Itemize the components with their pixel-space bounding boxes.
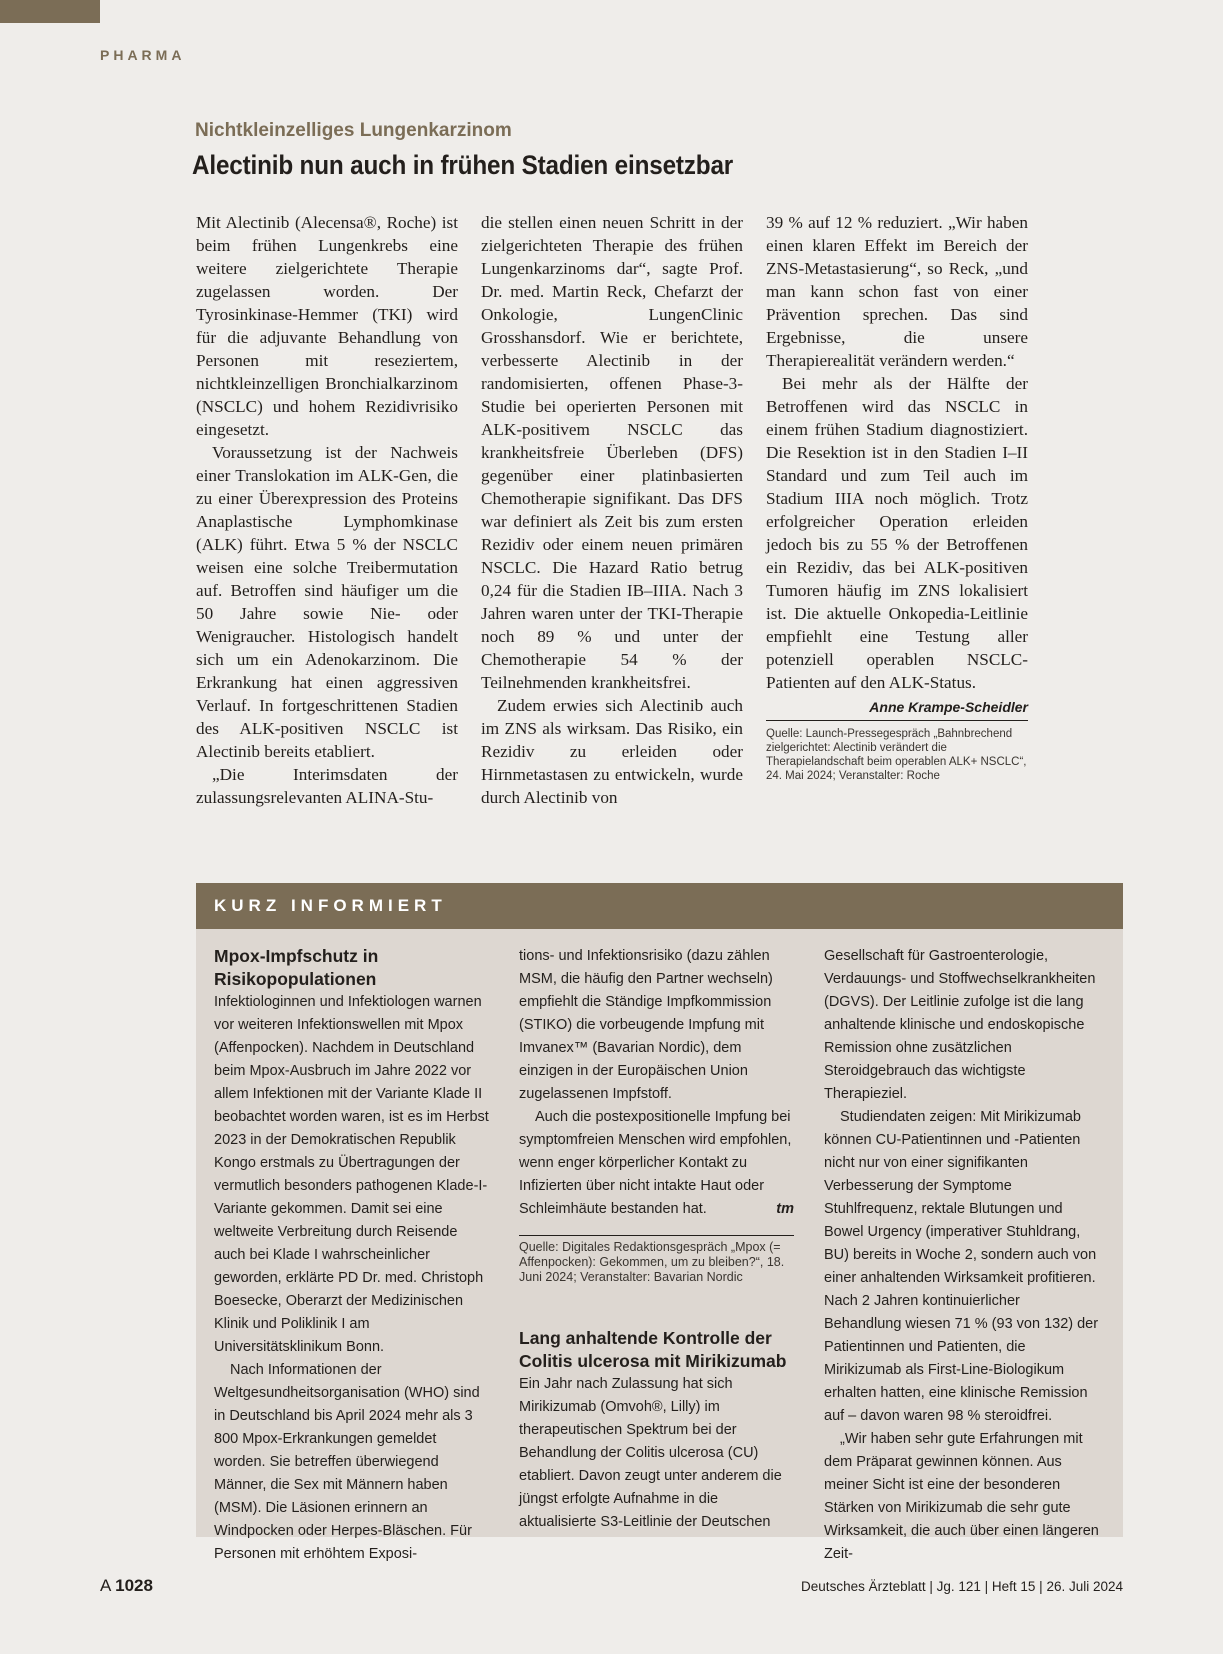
article-source: Quelle: Launch-Pressegespräch „Bahnbrechend zielgerichtet: Alectinib verändert die Therapielandschaft beim operablen ALK+ NSCLC“, 24. Mai 2024; Veranstalter: Roche: [766, 720, 1028, 783]
article-kicker: Nichtkleinzelliges Lungenkarzinom: [195, 120, 512, 141]
article-paragraph: „Die Interimsdaten der zulassungsrelevanten ALINA-Stu-: [196, 765, 458, 807]
article-paragraph-text: Bei mehr als der Hälfte der Betroffenen wird das NSCLC in einem frühen Stadium diagnostiziert. Die Resektion ist in den Stadien I–II Standard und zum Teil auch im Stadium IIIA noch möglich. Trotz erfolgreicher Operation erleiden jedoch bis zu 55 % der Betroffenen ein Rezidiv, das bei ALK-positiven Tumoren häufig im ZNS lokalisiert ist. Die aktuelle Onkopedia-Leitlinie empfiehlt eine Testung aller potenziell operablen NSCLC-Patienten auf den ALK-Status.: [766, 374, 1028, 692]
mpox-paragraph: [519, 1106, 794, 1221]
colitis-paragraph: „Wir haben sehr gute Erfahrungen mit dem Präparat gewinnen können. Aus meiner Sicht ist eine der besonderen Stärken von Mirikizumab die sehr gute Wirksamkeit, die auch über einen längeren Zeit-: [824, 1431, 1099, 1562]
article-title: Alectinib nun auch in frühen Stadien einsetzbar: [192, 150, 734, 180]
article-paragraph: 39 % auf 12 % reduziert. „Wir haben einen klaren Effekt im Bereich der ZNS-Metastasierung“, so Reck, „und man kann schon fast von einer Prävention sprechen. Das sind Ergebnisse, die unsere Therapierealität verändern werden.“: [766, 213, 1028, 370]
mpox-title: Mpox-Impfschutz in Risikopopulationen: [214, 946, 379, 989]
corner-accent-bar: [0, 0, 100, 23]
page-number-value: 1028: [115, 1576, 153, 1595]
journal-citation: Deutsches Ärzteblatt | Jg. 121 | Heft 15 | 26. Juli 2024: [801, 1579, 1123, 1594]
section-label: PHARMA: [100, 47, 186, 63]
article-paragraph: [766, 372, 1028, 715]
article-paragraph: Zudem erwies sich Alectinib auch im ZNS als wirksam. Das Risiko, ein Rezidiv zu erleiden oder Hirnmetastasen zu entwickeln, wurde durch Alectinib von: [481, 696, 743, 807]
page-prefix: A: [100, 1576, 111, 1595]
article-paragraph: Voraussetzung ist der Nachweis einer Translokation im ALK-Gen, die zu einer Überexpression des Proteins Anaplastische Lymphomkinase (ALK) führt. Etwa 5 % der NSCLC weisen eine solche Treibermutation auf. Betroffen sind häufiger um die 50 Jahre sowie Nie- oder Wenigraucher. Histologisch handelt sich um ein Adenokarzinom. Die Erkrankung hat einen aggressiven Verlauf. In fortgeschrittenen Stadien des ALK-positiven NSCLC ist Alectinib bereits etabliert.: [196, 443, 458, 761]
article-author: Anne Krampe-Scheidler: [869, 699, 1028, 715]
mpox-author: tm: [776, 1201, 794, 1217]
box-column-3: [824, 945, 1099, 1566]
colitis-paragraph: Ein Jahr nach Zulassung hat sich Mirikizumab (Omvoh®, Lilly) im therapeutischen Spektrum bei der Behandlung der Colitis ulcerosa (CU) etabliert. Davon zeugt unter anderem die jüngst erfolgte Aufnahme in die aktualisierte S3-Leitlinie der Deutschen: [519, 1376, 782, 1530]
article-column-3: [766, 211, 1028, 783]
mpox-paragraph-text: Auch die postexpositionelle Impfung bei symptomfreien Menschen wird empfohlen, wenn enger körperlicher Kontakt zu Infizierten über nicht intakte Haut oder Schleimhäute bestanden hat.: [519, 1109, 792, 1217]
colitis-paragraph: Gesellschaft für Gastroenterologie, Verdauungs- und Stoffwechselkrankheiten (DGVS). Der Leitlinie zufolge ist die lang anhaltende klinische und endoskopische Remission ohne zusätzlichen Steroidgebrauch das wichtigste Therapieziel.: [824, 948, 1096, 1102]
article-paragraph: die stellen einen neuen Schritt in der zielgerichteten Therapie des frühen Lungenkarzinoms dar“, sagte Prof. Dr. med. Martin Reck, Chefarzt der Onkologie, LungenClinic Grosshansdorf. Wie er berichtete, verbesserte Alectinib in der randomisierten, offenen Phase-3-Studie bei operierten Personen mit ALK-positivem NSCLC das krankheitsfreie Überleben (DFS) gegenüber einer platinbasierten Chemotherapie signifikant. Das DFS war definiert als Zeit bis zum ersten Rezidiv oder einem neuen primären NSCLC. Die Hazard Ratio betrug 0,24 für die Stadien IB–IIIA. Nach 3 Jahren waren unter der TKI-Therapie noch 89 % und unter der Chemotherapie 54 % der Teilnehmenden krankheitsfrei.: [481, 213, 743, 692]
mpox-paragraph: tions- und Infektionsrisiko (dazu zählen MSM, die häufig den Partner wechseln) empfiehlt die Ständige Impfkommission (STIKO) die vorbeugende Impfung mit Imvanex™ (Bavarian Nordic), dem einzigen in der Europäischen Union zugelassenen Impfstoff.: [519, 948, 773, 1102]
page-number: [100, 1576, 153, 1596]
box-column-2: [519, 945, 794, 1534]
article-column-1: [196, 211, 458, 809]
kurz-informiert-box: [196, 883, 1123, 1562]
mpox-paragraph: Nach Informationen der Weltgesundheitsorganisation (WHO) sind in Deutschland bis April 2024 mehr als 3 800 Mpox-Erkrankungen gemeldet worden. Sie betreffen überwiegend Männer, die Sex mit Männern haben (MSM). Die Läsionen erinnern an Windpocken oder Herpes-Bläschen. Für Personen mit erhöhtem Exposi-: [214, 1362, 480, 1562]
mpox-source: Quelle: Digitales Redaktionsgespräch „Mpox (= Affenpocken): Gekommen, um zu bleiben?“, 18. Juni 2024; Veranstalter: Bavarian Nordic: [519, 1235, 794, 1285]
box-header: KURZ INFORMIERT: [196, 883, 1123, 929]
article-column-2: [481, 211, 743, 809]
colitis-paragraph: Studiendaten zeigen: Mit Mirikizumab können CU-Patientinnen und -Patienten nicht nur von einer signifikanten Verbesserung der Symptome Stuhlfrequenz, rektale Blutungen und Bowel Urgency (imperativer Stuhldrang, BU) bereits in Woche 2, sondern auch von einer anhaltenden Wirksamkeit profitieren. Nach 2 Jahren kontinuierlicher Behandlung wiesen 71 % (93 von 132) der Patientinnen und Patienten, die Mirikizumab als First-Line-Biologikum erhalten hatten, eine klinische Remission auf – davon waren 98 % steroidfrei.: [824, 1109, 1099, 1424]
colitis-title: Lang anhaltende Kontrolle der Colitis ulcerosa mit Mirikizumab: [519, 1328, 787, 1371]
article-paragraph: Mit Alectinib (Alecensa®, Roche) ist beim frühen Lungenkrebs eine weitere zielgerichtete Therapie zugelassen worden. Der Tyrosinkinase-Hemmer (TKI) wird für die adjuvante Behandlung von Personen mit reseziertem, nichtkleinzelligen Bronchialkarzinom (NSCLC) und hohem Rezidivrisiko eingesetzt.: [196, 213, 458, 439]
box-column-1: [214, 945, 489, 1566]
mpox-paragraph: Infektiologinnen und Infektiologen warnen vor weiteren Infektionswellen mit Mpox (Affenpocken). Nachdem in Deutschland beim Mpox-Ausbruch im Jahre 2022 vor allem Infektionen mit der Variante Klade II beobachtet worden waren, ist es im Herbst 2023 in der Demokratischen Republik Kongo erstmals zu Übertragungen der vermutlich besonders pathogenen Klade-I-Variante gekommen. Damit sei eine weltweite Verbreitung durch Reisende auch bei Klade I wahrscheinlicher geworden, erklärte PD Dr. med. Christoph Boesecke, Oberarzt der Medizinischen Klinik und Poliklinik I am Universitätsklinikum Bonn.: [214, 994, 489, 1355]
